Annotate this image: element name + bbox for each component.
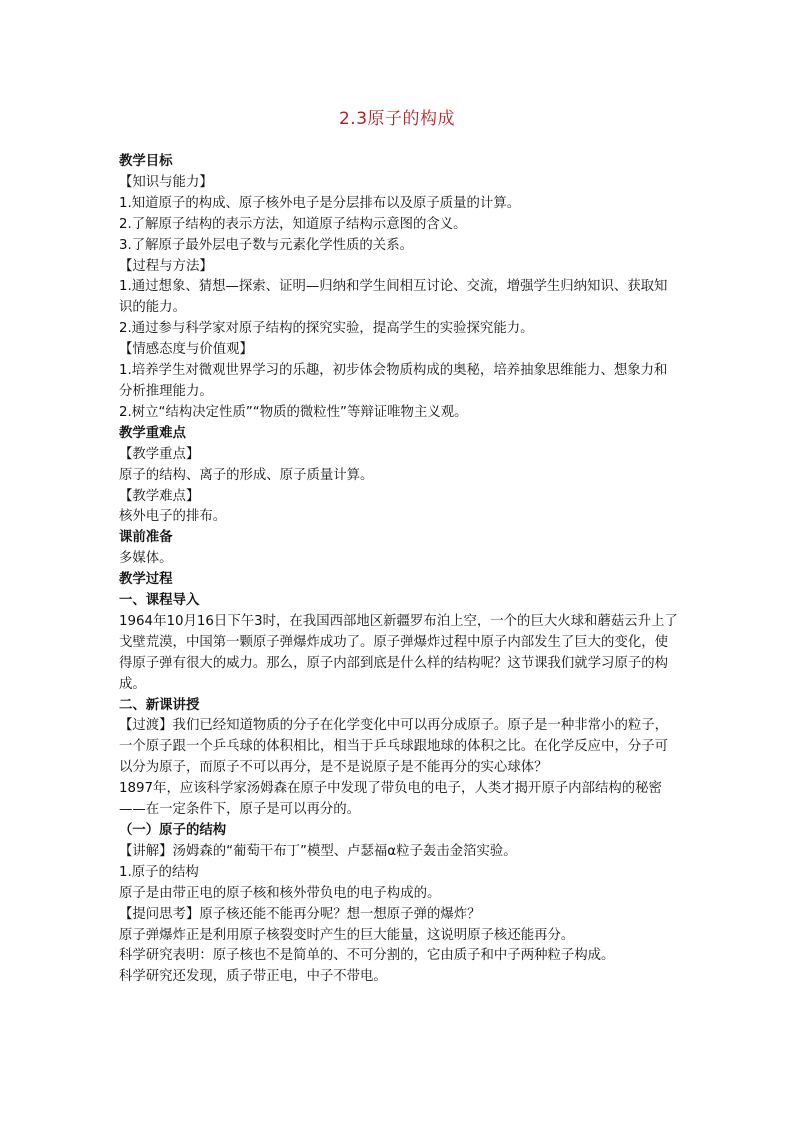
paragraph: 科学研究还发现，质子带正电，中子不带电。 — [119, 969, 387, 985]
section-heading: 教学目标 — [119, 154, 173, 169]
subheading: 【教学重点】 — [119, 446, 200, 462]
paragraph: 【过渡】我们已经知道物质的分子在化学变化中可以再分成原子。原子是一种非常小的粒子，一个原子跟一个乒乓球的体积相比，相当于乒乓球跟地球的体积之比。在化学反应中，分子可以分为原子，而原子不可以再分，是不是说原子是不能再分的实心球体？ — [119, 718, 669, 776]
paragraph: 1.培养学生对微观世界学习的乐趣，初步体会物质构成的奥秘，培养抽象思维能力、想象力和分析推理能力。 — [119, 363, 668, 399]
paragraph: 3.了解原子最外层电子数与元素化学性质的关系。 — [119, 237, 413, 253]
subheading: 【教学难点】 — [119, 488, 200, 504]
paragraph: 1.知道原子的构成、原子核外电子是分层排布以及原子质量的计算。 — [119, 195, 521, 211]
paragraph: 1.通过想象、猜想—探索、证明—归纳和学生间相互讨论、交流，增强学生归纳知识、获取知识的能力。 — [119, 279, 668, 316]
section-heading: 课前准备 — [119, 530, 173, 546]
section-heading: 二、新课讲授 — [119, 697, 200, 713]
paragraph: 原子弹爆炸正是利用原子核裂变时产生的巨大能量，这说明原子核还能再分。 — [119, 927, 575, 943]
paragraph: 2.树立“结构决定性质”“物质的微粒性”等辩证唯物主义观。 — [119, 404, 468, 420]
section-heading: （一）原子的结构 — [119, 823, 227, 838]
paragraph: 原子是由带正电的原子核和核外带负电的电子构成的。 — [119, 885, 441, 901]
paragraph: 多媒体。 — [119, 551, 173, 567]
paragraph: 2.了解原子结构的表示方法，知道原子结构示意图的含义。 — [119, 216, 467, 232]
paragraph: 原子的结构、离子的形成、原子质量计算。 — [119, 467, 374, 483]
document-title: 2.3原子的构成 — [338, 109, 456, 129]
paragraph: 2.通过参与科学家对原子结构的探究实验，提高学生的实验探究能力。 — [119, 321, 534, 337]
subheading: 【情感态度与价值观】 — [119, 342, 253, 358]
paragraph: 1964年10月16日下午3时，在我国西部地区新疆罗布泊上空，一个的巨大火球和蘑菇云升上了戈壁荒漠，中国第一颗原子弹爆炸成功了。原子弹爆炸过程中原子内部发生了巨大的变化，使得原子弹有很大的威力。那么，原子内部到底是什么样的结构呢？这节课我们就学习原子的构成。 — [119, 613, 678, 692]
paragraph: 1.原子的结构 — [119, 864, 199, 880]
paragraph: 【讲解】汤姆森的“葡萄干布丁”模型、卢瑟福α粒子轰击金箔实验。 — [119, 843, 517, 859]
paragraph: 科学研究表明：原子核也不是简单的、不可分割的，它由质子和中子两种粒子构成。 — [119, 948, 615, 964]
section-heading: 教学过程 — [119, 572, 173, 588]
paragraph: 【提问思考】原子核还能不能再分呢？想一想原子弹的爆炸？ — [119, 906, 481, 922]
subheading: 【过程与方法】 — [119, 258, 213, 274]
paragraph: 1897年，应该科学家汤姆森在原子中发现了带负电的电子，人类才揭开原子内部结构的秘密——在一定条件下，原子是可以再分的。 — [119, 781, 662, 818]
document-body — [119, 152, 679, 988]
section-heading: 一、课程导入 — [119, 593, 200, 609]
section-heading: 教学重难点 — [119, 425, 186, 441]
paragraph: 核外电子的排布。 — [119, 509, 227, 525]
subheading: 【知识与能力】 — [119, 174, 213, 190]
